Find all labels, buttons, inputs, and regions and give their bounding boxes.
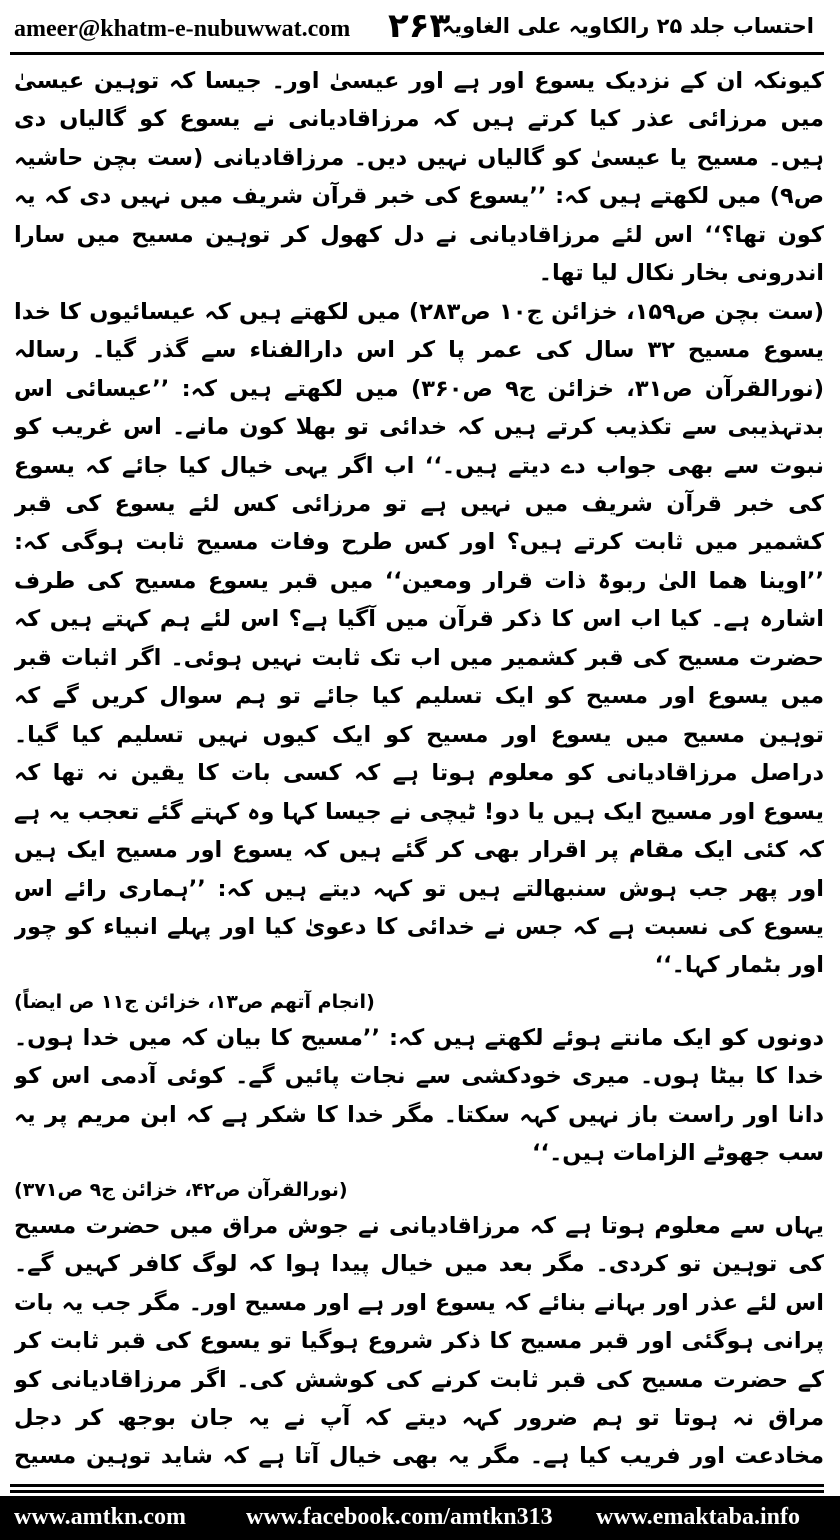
series-title: احتساب جلد ۲۵ رالکاویہ علی الغاویہ [441, 14, 814, 38]
footer-link-facebook[interactable]: www.facebook.com/amtkn313 [246, 1504, 553, 1530]
paragraph-4: یہاں سے معلوم ہوتا ہے کہ مرزاقادیانی نے جوش مراق میں حضرت مسیح کی توہین تو کردی۔ مگر بعد میں خیال پیدا ہوا کہ لوگ کافر کہیں گے۔ اس لئے عذر اور بہانے بنائے کہ یسوع اور ہے اور مسیح اور۔ مگر جب یہ بات پرانی ہوگئی اور قبر مسیح کا ذکر شروع ہوگیا تو یسوع کی قبر ثابت کر کے حضرت مسیح کی قبر ثابت کرنے کی کوشش کی۔ اگر مرزاقادیانی کو مراق نہ ہوتا تو ہم ضرور کہہ دیتے کہ آپ نے یہ جان بوجھ کر دجل مخادعت اور فریب کیا ہے۔ مگر یہ بھی خیال آتا ہے کہ شاید توہین مسیح [14, 1212, 824, 1470]
citation-1: (انجام آتھم ص۱۳، خزائن ج۱۱ ص ایضاً) [14, 990, 375, 1013]
paragraph-3: دونوں کو ایک مانتے ہوئے لکھتے ہیں کہ: ’’مسیح کا بیان کہ میں خدا ہوں۔ خدا کا بیٹا ہوں۔ میری خودکشی سے نجات پائیں گے۔ کوئی آدمی اس کو دانا اور راست باز نہیں کہہ سکتا۔ مگر خدا کا شکر ہے کہ ابن مریم پر یہ سب جھوٹے الزامات ہیں۔‘‘ [14, 1024, 824, 1167]
footer-bar [0, 1496, 840, 1540]
page-body [14, 62, 824, 1472]
email-address[interactable]: ameer@khatm-e-nubuwwat.com [14, 16, 351, 42]
paragraph-1: کیونکہ ان کے نزدیک یسوع اور ہے اور عیسیٰ اور۔ جیسا کہ توہین عیسیٰ میں مرزائی عذر کیا کرتے ہیں کہ مرزاقادیانی نے یسوع کو گالیاں دی ہیں۔ مسیح یا عیسیٰ کو گالیاں نہیں دیں۔ مرزاقادیانی (ست بچن حاشیہ ص۹) میں لکھتے ہیں کہ: ’’یسوع کی خبر قرآن شریف میں نہیں دی کہ یہ کون تھا؟‘‘ اس لئے مرزاقادیانی نے دل کھول کر توہین مسیح میں سارا اندرونی بخار نکال لیا تھا۔ [14, 68, 824, 287]
header-divider [10, 52, 824, 55]
citation-2: (نورالقرآن ص۴۲، خزائن ج۹ ص۳۷۱) [14, 1178, 348, 1201]
paragraph-2: (ست بچن ص۱۵۹، خزائن ج۱۰ ص۲۸۳) میں لکھتے ہیں کہ عیسائیوں کا خدا یسوع مسیح ۳۲ سال کی عمر پا کر اس دارالفناء سے گذر گیا۔ رسالہ (نورالقرآن ص۳۱، خزائن ج۹ ص۳۶۰) میں لکھتے ہیں کہ: ’’عیسائی اس بدتہذیبی سے تکذیب کرتے ہیں کہ خدائی تو بھلا کون مانے۔ اس غریب کو نبوت سے بھی جواب دے دیتے ہیں۔‘‘ اب اگر یہی خیال کیا جائے کہ یسوع کی خبر قرآن شریف میں نہیں ہے تو مرزائی کس لئے یسوع کی قبر کشمیر میں ثابت کرتے ہیں؟ اور کس طرح وفات مسیح ثابت ہوگی کہ: ’’اوینا ھما الیٰ ربوۃ ذات قرار ومعین‘‘ میں قبر یسوع مسیح کی طرف اشارہ ہے۔ کیا اب اس کا ذکر قرآن میں آگیا ہے؟ اس لئے ہم کہتے ہیں کہ حضرت مسیح کی قبر کشمیر میں اب تک ثابت نہیں ہوئی۔ اگر اثبات قبر میں یسوع اور مسیح کو ایک تسلیم کیا جائے تو ہم سوال کریں گے کہ توہین مسیح میں یسوع اور مسیح کو ایک کیوں نہیں تسلیم کیا گیا۔ دراصل مرزاقادیانی کو معلوم ہوتا ہے کہ کسی بات کا یقین نہ تھا کہ یسوع اور مسیح ایک ہیں یا دو! ٹیچی نے جیسا کہا وہ کہتے گئے تعجب یہ ہے کہ کئی ایک مقام پر اقرار بھی کر گئے ہیں کہ یسوع اور مسیح ایک ہیں اور پھر جب ہوش سنبھالتے ہیں تو کہہ دیتے ہیں کہ: ’’ہماری رائے اس یسوع کی نسبت ہے کہ جس نے خدائی کا دعویٰ کیا اور پہلے انبیاء کو چور اور بٹمار کہا۔‘‘ [14, 298, 824, 979]
page-number: ۲۶۳ [388, 6, 451, 46]
footer-link-emaktaba[interactable]: www.emaktaba.info [596, 1504, 801, 1530]
footer-divider-bottom [10, 1490, 824, 1493]
footer-link-amtkn[interactable]: www.amtkn.com [14, 1504, 186, 1530]
page-header [0, 0, 840, 56]
footer-divider-top [10, 1484, 824, 1487]
